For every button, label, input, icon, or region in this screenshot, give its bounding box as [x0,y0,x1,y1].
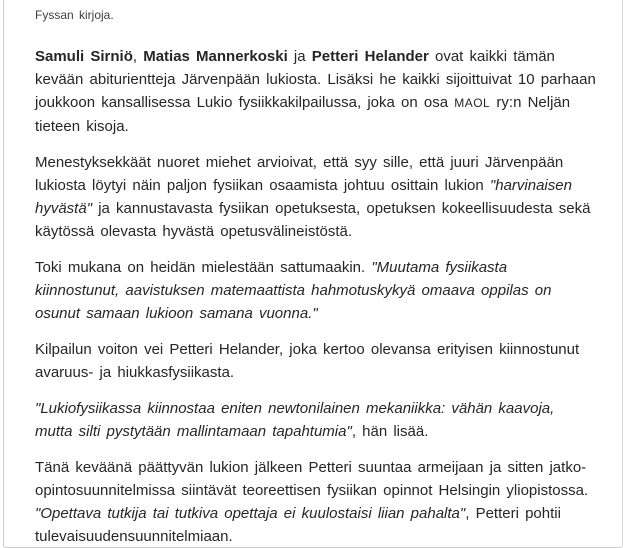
text-segment-normal: Toki mukana on heidän mielestään sattumaakin. [35,259,372,276]
text-segment-normal: , [132,48,144,65]
text-segment-normal: ovat kaikki tämän kevään abiturientteja Järvenpään lukiosta. Lisäksi he kaikki sijoittuivat 10 parhaan joukkoon kansallisessa Lukio fysiikkakilpailussa, joka on osa [35,48,596,111]
text-segment-normal: Menestyksekkäät nuoret miehet arvioivat, että syy sille, että juuri Järvenpään lukiosta löytyi näin paljon fysiikan osaamista johtuu osittain lukion [35,154,564,194]
text-segment-normal: , hän lisää. [351,423,429,440]
text-segment-smallcaps: MAOL [454,96,491,110]
text-segment-normal: ja kannustavasta fysiikan opetuksesta, opetuksen kokeellisuudesta sekä käytössä olevasta hyvästä opetusvälineistöstä. [35,200,591,240]
text-segment-normal: ry:n Neljän tieteen kisoja. [35,94,571,135]
text-segment-normal: Tänä keväänä päättyvän lukion jälkeen Petteri suuntaa armeijaan ja sitten jatko-opintosuunnitelmissa siintävät teoreettisen fysiikan opinnot Helsingin yliopistossa. [35,459,589,499]
article-body [35,45,596,548]
text-segment-italic: "harvinaisen hyvästä" [35,177,572,217]
text-segment-bold: Petteri Helander [311,48,429,65]
text-segment-bold: Matias Mannerkoski [143,48,288,65]
text-segment-italic: "Opettava tutkija tai tutkiva opettaja ei kuulostaisi liian pahalta" [35,505,466,522]
article-paragraph [35,256,596,325]
photo-caption: Fyssan kirjoja. [35,8,114,22]
article-paragraph [35,456,596,548]
article-panel [3,0,623,548]
text-segment-normal: , Petteri pohtii tulevaisuudensuunnitelmiaan. [35,505,561,545]
text-segment-normal: Kilpailun voiton vei Petteri Helander, joka kertoo olevansa erityisen kiinnostunut avaruus- ja hiukkasfysiikasta. [35,341,580,381]
text-segment-italic: "Lukiofysiikassa kiinnostaa eniten newtonilainen mekaniikka: vähän kaavoja, mutta silti pystytään mallintamaan tapahtumia" [35,400,555,440]
article-paragraph [35,338,596,384]
text-segment-italic: "Muutama fysiikasta kiinnostunut, aavistuksen matemaattista hahmotuskykyä omaava oppilas on osunut samaan lukioon samana vuonna." [35,259,552,322]
text-segment-bold: Samuli Sirniö [35,48,133,65]
article-paragraph [35,397,596,443]
article-paragraph [35,151,596,243]
article-paragraph [35,45,596,138]
text-segment-normal: ja [287,48,312,65]
